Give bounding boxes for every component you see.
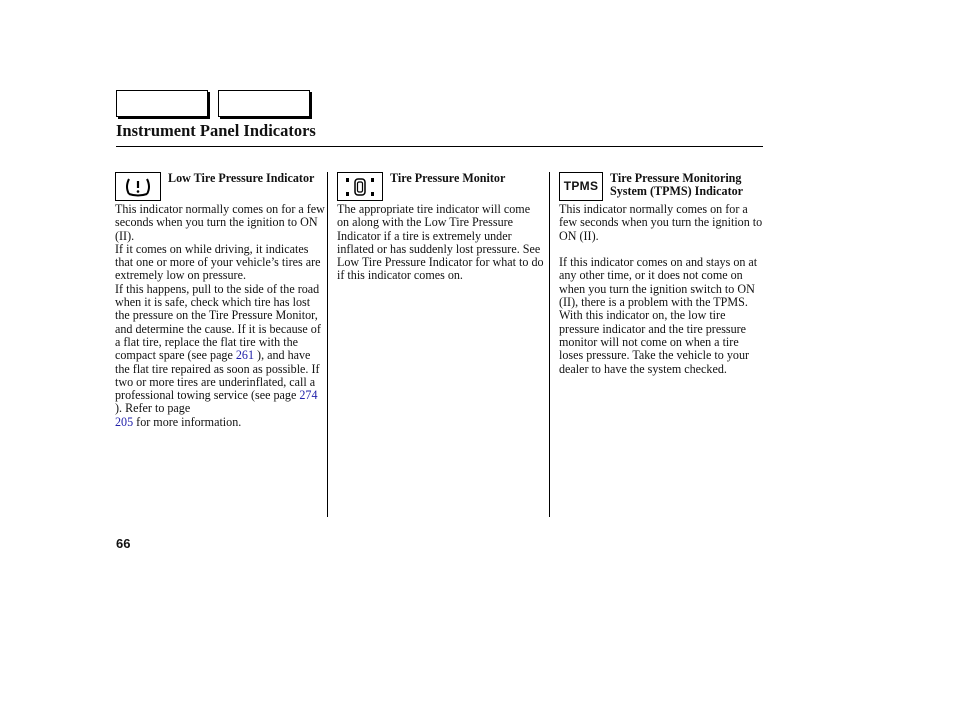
indicator-heading: Tire Pressure Monitor — [390, 171, 506, 185]
text-run: If this happens, pull to the side of the road when it is safe, check which tire has lost the pressure on the Tire Pressure Monitor, and determine the cause. If it is because of a flat tire, replace the flat tire with the compact spare (see page — [115, 281, 321, 363]
column-header — [337, 172, 545, 201]
paragraph-gap — [559, 243, 764, 256]
column-tire-pressure-monitor — [337, 172, 545, 283]
nav-button-1[interactable] — [116, 90, 208, 117]
column-header — [559, 172, 764, 201]
nav-button-2[interactable] — [218, 90, 310, 117]
indicator-heading: Low Tire Pressure Indicator — [168, 171, 315, 185]
tpms-icon — [559, 172, 603, 201]
indicator-heading: Tire Pressure Monitoring System (TPMS) Indicator — [610, 171, 744, 198]
page-link-205[interactable]: 205 — [115, 414, 134, 429]
column-divider-1 — [327, 172, 328, 517]
page-link-274[interactable]: 274 — [299, 388, 318, 403]
title-divider — [116, 146, 763, 147]
paragraph: If this indicator comes on and stays on at any other time, or it does not come on when you turn the ignition switch to ON (II), there is a problem with the TPMS. With this indicator on, the low tire pressure indicator and the tire pressure monitor will not come on when a tire loses pressure. Take the vehicle to your dealer to have the system checked. — [559, 255, 758, 376]
paragraph: If it comes on while driving, it indicates that one or more of your vehicle’s tires are extremely low on pressure. — [115, 241, 321, 283]
text-run: ). Refer to page — [115, 401, 191, 416]
column-low-tire-pressure — [115, 172, 325, 429]
paragraph: This indicator normally comes on for a few seconds when you turn the ignition to ON (II). — [115, 202, 325, 243]
paragraph: This indicator normally comes on for a few seconds when you turn the ignition to ON (II). — [559, 202, 763, 243]
paragraph: The appropriate tire indicator will come on along with the Low Tire Pressure Indicator if a tire is extremely under inflated or has suddenly lost pressure. See Low Tire Pressure Indicator for what to do if this indicator comes on. — [337, 202, 544, 283]
column-header — [115, 172, 325, 201]
text-run: for more information. — [133, 414, 242, 429]
text-run: ), and have the flat tire repaired as soon as possible. If two or more tires are underinflated, call a professional towing service (see page — [115, 348, 320, 403]
low-tire-pressure-icon — [115, 172, 161, 201]
column-divider-2 — [549, 172, 550, 517]
tire-pressure-monitor-icon — [337, 172, 383, 201]
page-link-261[interactable]: 261 — [235, 348, 255, 363]
column-tpms-indicator — [559, 172, 764, 376]
page-number: 66 — [116, 536, 131, 551]
page-title: Instrument Panel Indicators — [116, 121, 316, 140]
paragraph — [115, 283, 325, 429]
tpms-icon-label: TPMS — [563, 178, 599, 193]
